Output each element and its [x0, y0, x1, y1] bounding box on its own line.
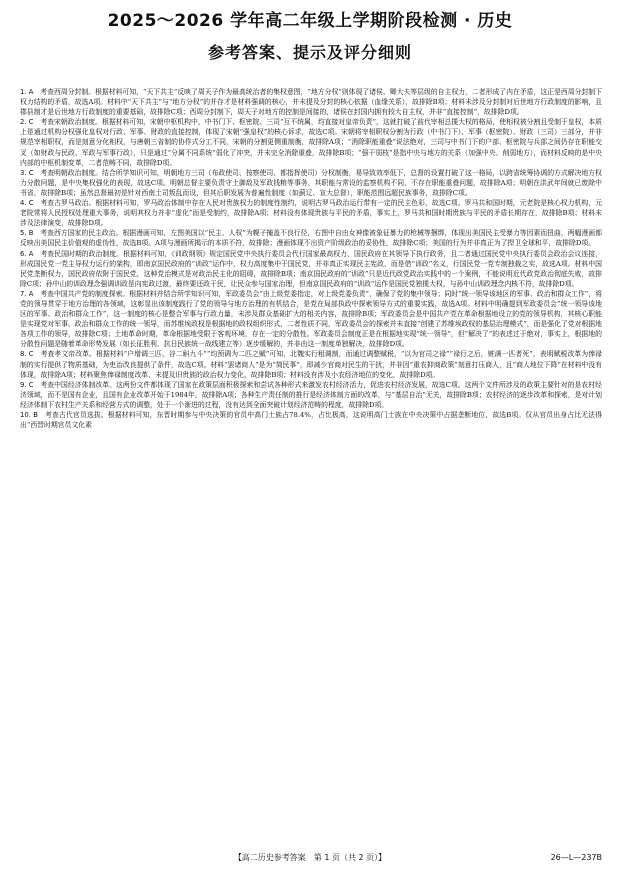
answer-label: 7. A	[20, 289, 34, 298]
answer-item-5	[20, 228, 602, 248]
answer-label: 5. B	[20, 229, 34, 238]
answer-label: 2. C	[20, 118, 34, 127]
answer-text: 考查中国经济体制改革。这两份文件都体现了国家在政策层面积极探索和尝试各种形式来激发农村经济活力，促进农村经济发展，故选C项。这两个文件所涉及的政策主要针对的是农村经济领域，而不是国有企业，且国有企业改革开始于1984年，故排除A项；各种生产责任制的推行是经济体制方面的改革，与“基层自治”无关，故排除B项；农村经济的逐步改革和探索，是对计划经济体制下农村生产关系和经营方式的调整，处于一个渐进的过程，没有达到全面突破计划经济范畴的程度，故排除D项。	[20, 380, 602, 409]
answer-item-2	[20, 117, 602, 167]
answer-text: 考查民国时期的政治制度。根据材料可知，《训政纲领》规定国民党中央执行委员会代行国家最高权力，国民政府在其领导下执行政务，且二者通过国民党中央执行委员会政治会议连接，形成国民党一党主导权力运行的架构，即南京国民政府的“训政”运作中，权力高度集中于国民党，并非真正实现民主宪政，而是借“训政”名义，行国民党一党专制独裁之实，故选A项。材料中国民党垄断权力，国民政府依附于国民党，这种党治模式是对政治民主化的阻碍，故排除B项；南京国民政府的“训政”只是近代政党政治实践中的一个案例，不能说明近代政党政治彻底失败，故排除C项；孙中山的训政理念强调训政是向宪政过渡，最终要还政于民，让民众参与国家治理，但南京国民政府的“训政”运作是国民党独揽大权，与孙中山训政理念内核不符，故排除D项。	[20, 249, 602, 288]
answer-item-10	[20, 410, 602, 430]
answer-item-8	[20, 349, 602, 379]
answer-text: 考查明朝政治制度。结合所学知识可知，明朝地方三司（布政使司、按察使司、都指挥使司）分权制衡，易导致效率低下，总督的设置打破了这一格局，以跨省统筹协调的方式解决地方权力分散问题，是中央集权强化的表现，故选C项。明朝总督主要负责守土御敌及军政钱粮等事务，其职能与常设的监察机构不同，不存在职能重叠问题，故排除A项；明朝在洪武年间就已废除中书省，故排除B项；虽然总督最初是针对西南土司叛乱而设，但其后职发展为普遍性制度（如蓟辽、宣大总督），职能范围远超民族事务，故排除C项。	[20, 168, 602, 197]
answer-item-9	[20, 380, 602, 410]
answer-text: 考查孝文帝改革。根据材料“户增调三匹、谷二斛九斗”“均预调为二匹之赋”可知，北魏实行租调制，而通过调整赋税，“以为官司之禄”“禄行之后，赃满一匹者死”，表明赋税改革为俸禄制的实行提供了物质基础，为吏治改良提供了条件，故选C项。材料“罢诸商人”是为“简民事”，即减少官商对民生的干扰，并非因“重农抑商政策”刻意打压商人，且“商人地位下降”在材料中没有体现，故排除A项；材料聚焦俸禄制度改革，未提及旧贵族的政治权力变化，故排除B项；材料没有涉及小农经济地位的变化，故排除D项。	[20, 350, 602, 379]
footer-page-info: 【高二历史参考答案 第 1 页（共 2 页）】	[233, 853, 387, 862]
answer-text: 考查中国共产党的制度探索。根据材料并结合所学知识可知，军政委员会“由上级党委指定，对上级党委负责”，确保了党的集中领导；同时“统一领导该地区的军事、政治和群众工作”，将党的领导贯穿于地方治理的各领域，这彰显出该制度践行了党的领导与地方治理的有机结合，是党在局部执政中探索领导方式的重要实践，故选A项。材料中明确提到军政委员会“统一领导该地区的军事、政治和群众工作”，这一制度的核心是整合军事与行政力量，未涉及群众基础扩大的相关内容，故排除B项；军政委员会是中国共产党在革命根据地设立的党的领导机构，其核心职能是实现党对军事、政治和群众工作的统一领导，而苏维埃政权是根据地的政权组织形式，二者性质不同，军政委员会的探索并未直接“创建了苏维埃政权的基层治理模式”，而是强化了党对根据地各项工作的领导，故排除C项；土地革命时期，革命根据地受限于客观环境，存在一定的分散性。军政委员会制度正是在根据地实现“统一领导”，但“解决了”的表述过于绝对，事实上，根据地的分散性问题是随着革命形势发展（如长征胜利、抗日民族统一战线建立等）逐步缓解的，并非由这一制度单独解决，故排除D项。	[20, 289, 602, 349]
page-subtitle: 参考答案、提示及评分细则	[207, 43, 412, 62]
answer-text: 考查古代官员选拔。根据材料可知，东晋时期参与中央决策的官员中高门士族占78.4%，占比极高，这说明高门士族在中央决策中占据垄断地位，故选B项。仅从官员出身占比无法得出“西晋时期官员文化素	[20, 411, 602, 430]
answer-label: 1. A	[20, 88, 34, 96]
page-footer	[0, 851, 620, 865]
answer-item-6	[20, 249, 602, 289]
answer-label: 4. C	[20, 199, 34, 208]
answer-item-4	[20, 198, 602, 228]
answer-label: 10. B	[20, 411, 38, 419]
page-title: 2025～2026 学年高二年级上学期阶段检测 · 历史	[107, 11, 513, 31]
answer-text: 考查宋朝政治制度。根据材料可知，宋朝中枢机构中，中书门下、枢密院、三司“互不统属，均直接对皇帝负责”，这就打破了前代宰相总揽大权的格局，使相权被分割且受制于皇权，本质上是通过机构分权强化皇权对行政、军事、财政的直接控制，体现了宋朝“强皇权”的核心诉求，故选C项。宋朝将宰相职权分割为行政（中书门下）、军事（枢密院）、财政（三司）三部分，并非规范宰相职权，而是刻意分化相权，与唐朝三省制的协作式分工不同，宋朝的分割更侧重制衡，故排除A项；“消除职能重叠”说法绝对，三司与中书门下的户部、枢密院与兵部之间仍存在职能交叉（如财政与民政、军政与军事行政），只是通过“分属不同系统”弱化了冲突，并未完全消除重叠，故排除B项；“强干弱枝”是指中央与地方的关系（加强中央、削弱地方），而材料反映的是中央内部的中枢机制变革，二者范畴不同，故排除D项。	[20, 118, 602, 167]
answer-label: 9. C	[20, 380, 34, 389]
answer-text: 考查古罗马政治。根据材料可知，罗马政治体制中存在人民对贵族权力的制度性制约，说明古罗马政治运行带有一定的民主色彩，故选C项。罗马共和国时期，元老院是核心权力机构，元老院常将人民授权处理重大事务，说明其权力并非“虚化”而是受制约，故排除A项；材料没有体现贵族与平民的矛盾，事实上，罗马共和国时期贵族与平民的矛盾长期存在，故排除B项；材料未涉及法律演变，故排除D项。	[20, 199, 602, 228]
answer-text: 考查西方国家的民主政治。根据漫画可知，左图美国以“民主、人权”为幌子掩盖不良行径，右图中自由女神像被象征暴力的枪械等捆绑，体现出美国民主受暴力等因素而扭曲，两幅漫画都反映出美国民主价值观的虚伪性，故选B项。A项与漫画所揭示的本质不符，故排除；漫画体现不出资产阶级政治的妥协性，故排除C项；美国的行为并非真正为了捍卫全球和平，故排除D项。	[20, 229, 602, 248]
answer-label: 8. C	[20, 350, 34, 359]
answer-item-1	[20, 87, 602, 117]
answer-text: 考查西周分封制。根据材料可知，“天下共主”反映了周天子作为最高统治者的集权意图，“地方分权”则体现了诸侯、卿大夫等层级的自主权力，二者形成了内在矛盾，这正是西周分封制下权力结构的矛盾，故选A项。材料中“天下共主”与“地方分权”的并存才是材料强调的核心，并未提及分封的核心依据（血缘关系），故排除B项；材料未涉及分封制对后世地方行政制度的影响，且郡县制才是后世地方行政制度的重要基础，故排除C项；西周分封制下，周天子对地方的控制是间接的，诸侯在封国内拥有较大自主权，并非“直接控制”，故排除D项。	[20, 88, 602, 117]
answer-item-3	[20, 168, 602, 198]
answer-label: 6. A	[20, 249, 34, 258]
answer-list	[20, 87, 602, 837]
footer-paper-code: 26—L—237B	[550, 853, 602, 862]
answer-item-7	[20, 289, 602, 350]
answer-label: 3. C	[20, 168, 34, 177]
